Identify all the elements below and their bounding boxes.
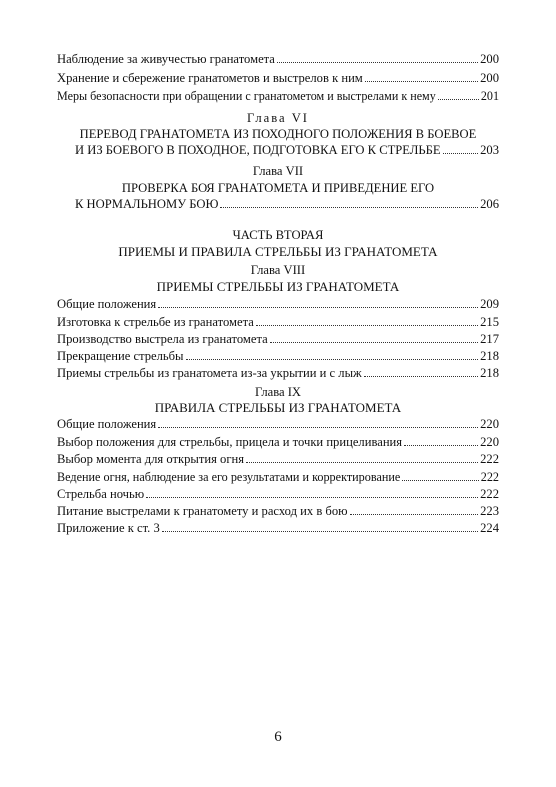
chapter-title: ПРАВИЛА СТРЕЛЬБЫ ИЗ ГРАНАТОМЕТА: [154, 400, 402, 415]
toc-entry: [57, 503, 499, 519]
toc-entry-page: 218: [480, 349, 499, 363]
chapter-heading: Глава VII: [252, 164, 304, 178]
toc-entry-page: 218: [480, 366, 499, 380]
chapter-title-continued: К НОРМАЛЬНОМУ БОЮ: [75, 197, 219, 211]
toc-entry: [57, 51, 499, 67]
toc-entry-page: 215: [480, 315, 499, 329]
leader-dots: [158, 307, 478, 308]
leader-dots: [270, 342, 478, 343]
chapter-heading: Глава VIII: [250, 263, 306, 277]
toc-entry-text: Производство выстрела из гранатомета: [57, 332, 268, 346]
toc-entry-text: Выбор момента для открытия огня: [57, 452, 245, 466]
toc-entry-text: Стрельба ночью: [57, 487, 145, 501]
toc-entry: [57, 520, 499, 536]
leader-dots: [364, 376, 478, 377]
toc-entry-page: 206: [480, 197, 499, 211]
part-title: ПРИЕМЫ И ПРАВИЛА СТРЕЛЬБЫ ИЗ ГРАНАТОМЕТА: [118, 244, 438, 259]
toc-entry-text: Прекращение стрельбы: [57, 349, 184, 363]
toc-entry-page: 220: [480, 435, 499, 449]
leader-dots: [438, 99, 479, 100]
toc-entry-page: 222: [480, 470, 499, 484]
part-label: ЧАСТЬ ВТОРАЯ: [232, 228, 324, 242]
leader-dots: [365, 81, 478, 82]
toc-entry: [57, 314, 499, 330]
toc-entry-text: Общие положения: [57, 417, 157, 431]
leader-dots: [220, 207, 478, 208]
toc-entry-text: Общие положения: [57, 297, 157, 311]
toc-entry-text: Изготовка к стрельбе из гранатомета: [57, 315, 254, 329]
toc-entry-page: 200: [480, 52, 499, 66]
toc-entry: [57, 469, 499, 485]
toc-entry-page: 220: [480, 417, 499, 431]
toc-entry-text: Меры безопасности при обращении с гранатометом и выстрелами к нему: [57, 89, 436, 103]
toc-entry: [57, 331, 499, 347]
leader-dots: [404, 445, 478, 446]
chapter-title: ПРИЕМЫ СТРЕЛЬБЫ ИЗ ГРАНАТОМЕТА: [156, 279, 400, 294]
toc-entry: [57, 70, 499, 86]
toc-entry: [57, 434, 499, 450]
page-number: 6: [274, 729, 282, 745]
leader-dots: [162, 531, 478, 532]
toc-entry-text: Ведение огня, наблюдение за его результатами и корректирование: [57, 470, 401, 484]
toc-entry-page: 224: [480, 521, 499, 535]
toc-entry: [57, 296, 499, 312]
chapter-heading: Глава IX: [254, 385, 301, 399]
leader-dots: [246, 462, 478, 463]
toc-entry-page: 203: [480, 143, 499, 157]
toc-entry: [57, 88, 499, 104]
leader-dots: [256, 325, 478, 326]
toc-entry: [75, 142, 499, 158]
toc-entry-page: 222: [480, 487, 499, 501]
toc-entry: [57, 348, 499, 364]
leader-dots: [350, 514, 479, 515]
toc-entry-text: Приемы стрельбы из гранатомета из-за укрытии и с лыж: [57, 366, 362, 380]
toc-entry-page: 222: [480, 452, 499, 466]
toc-entry-page: 217: [480, 332, 499, 346]
leader-dots: [146, 497, 478, 498]
toc-entry-text: Приложение к ст. 3: [57, 521, 160, 535]
chapter-title: ПЕРЕВОД ГРАНАТОМЕТА ИЗ ПОХОДНОГО ПОЛОЖЕНИЯ В БОЕВОЕ: [79, 127, 477, 141]
leader-dots: [402, 480, 478, 481]
leader-dots: [443, 153, 479, 154]
toc-entry: [57, 416, 499, 432]
toc-entry-page: 200: [480, 71, 499, 85]
toc-entry-page: 209: [480, 297, 499, 311]
chapter-heading: Глава VI: [246, 111, 309, 125]
toc-entry: [57, 451, 499, 467]
toc-entry-page: 201: [480, 89, 499, 103]
chapter-title: ПРОВЕРКА БОЯ ГРАНАТОМЕТА И ПРИВЕДЕНИЕ ЕГО: [121, 181, 435, 195]
toc-entry-text: Хранение и сбережение гранатометов и выстрелов к ним: [57, 71, 363, 85]
toc-entry-text: Питание выстрелами к гранатомету и расход их в бою: [57, 504, 348, 518]
leader-dots: [158, 427, 478, 428]
chapter-title-continued: И ИЗ БОЕВОГО В ПОХОДНОЕ, ПОДГОТОВКА ЕГО К СТРЕЛЬБЕ: [75, 143, 441, 157]
toc-entry-text: Выбор положения для стрельбы, прицела и точки прицеливания: [57, 435, 403, 449]
toc-entry-page: 223: [480, 504, 499, 518]
toc-entry: [75, 196, 499, 212]
toc-entry: [57, 486, 499, 502]
leader-dots: [277, 62, 478, 63]
toc-entry: [57, 365, 499, 381]
toc-entry-text: Наблюдение за живучестью гранатомета: [57, 52, 275, 66]
leader-dots: [186, 359, 479, 360]
